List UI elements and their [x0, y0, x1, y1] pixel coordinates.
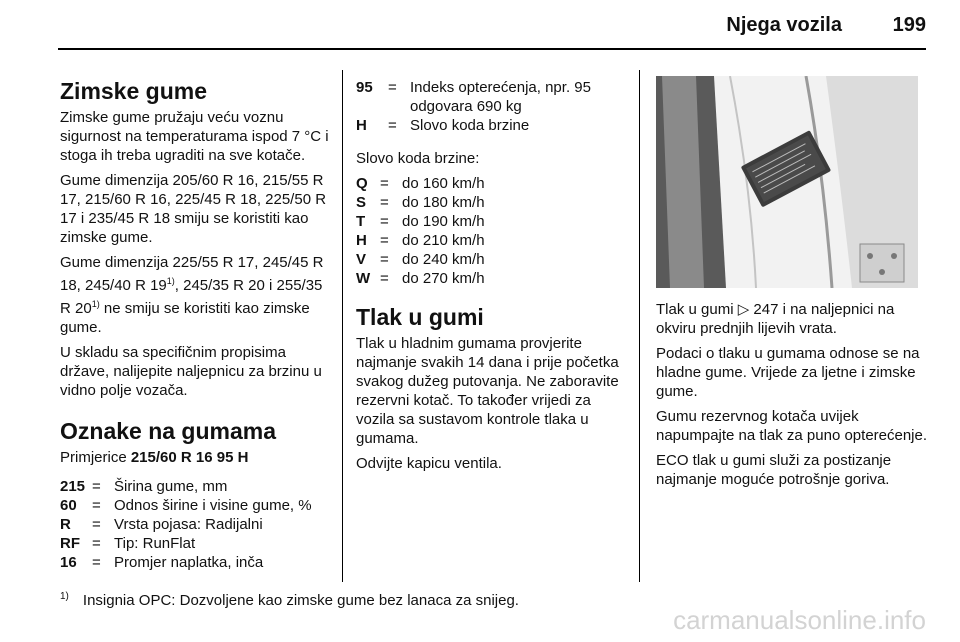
- definition-row: [60, 515, 330, 534]
- speed-code-list: [356, 174, 631, 288]
- equals-sign: =: [380, 270, 389, 287]
- text-span: Gume dimenzija 225/55 R 17, 245/45 R 18, 245/40 R 19: [60, 254, 324, 294]
- definition-value: Promjer naplatka, inča: [114, 554, 264, 571]
- definition-value: Indeks opterećenja, npr. 95 odgovara 690 kg: [410, 79, 591, 115]
- paragraph: Odvijte kapicu ventila.: [356, 455, 502, 472]
- definition-key: 16: [60, 554, 77, 571]
- definition-row: [60, 496, 330, 515]
- paragraph: Gumu rezervnog kotača uvijek napumpajte na tlak za puno opterećenje.: [656, 408, 928, 444]
- definition-key: RF: [60, 535, 80, 552]
- equals-sign: =: [380, 175, 389, 192]
- footnote-text: Insignia OPC: Dozvoljene kao zimske gume bez lanaca za snijeg.: [82, 592, 519, 609]
- column-1: [60, 70, 330, 578]
- speed-key: S: [356, 194, 367, 211]
- designation-list: [60, 477, 330, 572]
- paragraph: U skladu sa specifičnim propisima države, nalijepite naljepnicu za brzinu u vidno polje vozača.: [60, 344, 322, 399]
- speed-value: do 270 km/h: [402, 270, 485, 287]
- definition-value: Širina gume, mm: [114, 478, 228, 495]
- definition-value: Odnos širine i visine gume, %: [114, 497, 312, 514]
- designation-list-continued: [356, 78, 631, 135]
- speed-value: do 210 km/h: [402, 232, 485, 249]
- equals-sign: =: [92, 535, 101, 552]
- example-label: Primjerice: [60, 449, 131, 466]
- equals-sign: =: [92, 516, 101, 533]
- speed-intro: Slovo koda brzine:: [356, 150, 480, 167]
- definition-row: [356, 116, 631, 135]
- equals-sign: =: [92, 554, 101, 571]
- speed-row: [356, 269, 631, 288]
- speed-row: [356, 231, 631, 250]
- text-span: , 245/35 R 20 i 255/35 R 20: [60, 277, 323, 317]
- column-3: [656, 70, 928, 495]
- paragraph: Tlak u gumi ▷ 247 i na naljepnici na okviru prednjih lijevih vrata.: [656, 301, 895, 337]
- paragraph: [60, 253, 330, 337]
- column-divider-1: [342, 70, 343, 582]
- paragraph: Gume dimenzija 205/60 R 16, 215/55 R 17, 215/60 R 16, 225/45 R 18, 225/50 R 17 i 235/45 R 18 smiju se koristiti kao zimske gume.: [60, 172, 327, 246]
- equals-sign: =: [92, 497, 101, 514]
- definition-key: H: [356, 117, 367, 134]
- page-header-title: Njega vozila: [726, 14, 842, 36]
- definition-value: Vrsta pojasa: Radijalni: [114, 516, 263, 533]
- speed-key: H: [356, 232, 367, 249]
- speed-row: [356, 250, 631, 269]
- definition-value: Tip: RunFlat: [114, 535, 196, 552]
- footnote-ref: 1): [91, 299, 100, 309]
- door-frame-label-photo: [656, 76, 918, 288]
- equals-sign: =: [388, 117, 397, 134]
- paragraph: ECO tlak u gumi služi za postizanje najmanje moguće potrošnje goriva.: [656, 452, 892, 488]
- heading-tyre-pressure: Tlak u gumi: [356, 304, 484, 330]
- paragraph: Zimske gume pružaju veću voznu sigurnost na temperaturama ispod 7 °C i stoga ih treba ugraditi na sve kotače.: [60, 109, 329, 164]
- speed-value: do 240 km/h: [402, 251, 485, 268]
- speed-key: W: [356, 270, 371, 287]
- speed-row: [356, 174, 631, 193]
- definition-key: 95: [356, 79, 373, 96]
- heading-tyre-designations: Oznake na gumama: [60, 418, 277, 444]
- text-span: ne smiju se koristiti kao zimske gume.: [60, 300, 310, 336]
- column-2: [356, 70, 631, 479]
- footnote: [60, 591, 519, 609]
- heading-winter-tyres: Zimske gume: [60, 78, 207, 104]
- watermark: carmanualsonline.info: [673, 605, 926, 635]
- paragraph: Podaci o tlaku u gumama odnose se na hladne gume. Vrijede za ljetne i zimske gume.: [656, 345, 920, 400]
- definition-key: 60: [60, 497, 77, 514]
- definition-key: 215: [60, 478, 86, 495]
- equals-sign: =: [380, 232, 389, 249]
- speed-key: Q: [356, 175, 368, 192]
- equals-sign: =: [380, 251, 389, 268]
- speed-value: do 180 km/h: [402, 194, 485, 211]
- equals-sign: =: [380, 194, 389, 211]
- equals-sign: =: [380, 213, 389, 230]
- footnote-marker: 1): [60, 591, 69, 602]
- door-frame-illustration: [656, 76, 918, 288]
- definition-row: [356, 78, 631, 116]
- equals-sign: =: [92, 478, 101, 495]
- speed-key: T: [356, 213, 366, 230]
- definition-key: R: [60, 516, 71, 533]
- definition-row: [60, 553, 330, 572]
- equals-sign: =: [388, 79, 397, 96]
- speed-row: [356, 193, 631, 212]
- column-divider-2: [639, 70, 640, 582]
- speed-value: do 160 km/h: [402, 175, 485, 192]
- speed-key: V: [356, 251, 367, 268]
- definition-row: [60, 477, 330, 496]
- example-value: 215/60 R 16 95 H: [130, 449, 249, 466]
- paragraph: Tlak u hladnim gumama provjerite najmanje svakih 14 dana i prije početka svakog dužeg putovanja. Ne zaboravite rezervni kotač. To također vrijedi za vozila sa sustavom kontrole tlaka u gumama.: [356, 335, 619, 447]
- header-divider: [58, 48, 926, 50]
- definition-row: [60, 534, 330, 553]
- definition-value: Slovo koda brzine: [410, 117, 530, 134]
- speed-row: [356, 212, 631, 231]
- example-line: [60, 448, 330, 467]
- page-number: 199: [892, 14, 926, 36]
- footnote-ref: 1): [166, 276, 175, 286]
- speed-value: do 190 km/h: [402, 213, 485, 230]
